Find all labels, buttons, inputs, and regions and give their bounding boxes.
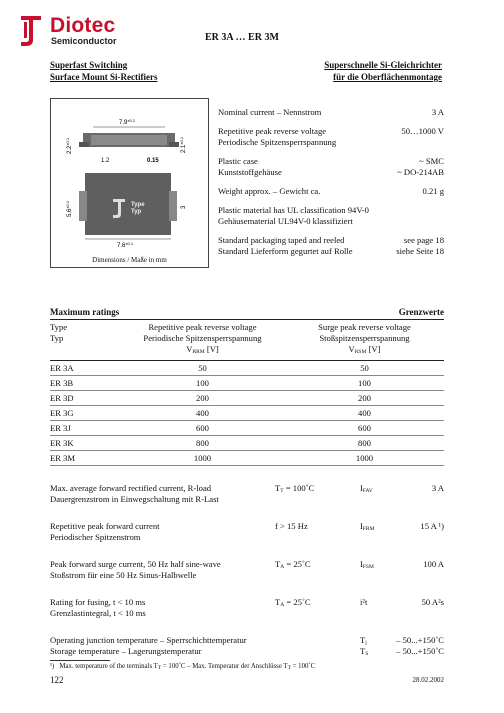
cell-vrsm: 50 [285, 361, 444, 376]
cell-vrrm: 400 [120, 406, 285, 421]
param-condition: TA = 25˚C [275, 559, 311, 570]
cell-vrrm: 50 [120, 361, 285, 376]
param-value: 15 A ¹) [420, 521, 444, 531]
col-vrsm-symbol: VRSM [V] [348, 344, 381, 355]
dim-bottom-length: $7.6^{\pm 0.1}$ [117, 241, 134, 249]
param-label-de: Storage temperature – Lagerungstemperatur [50, 646, 202, 656]
param-average-current [50, 483, 444, 521]
dim-body-height: $5.6^{\pm 0.1}$ [65, 200, 73, 217]
subtitle-english [50, 59, 157, 83]
dim-lead-width: 1.2 [101, 158, 110, 164]
table-row [50, 391, 444, 406]
col-vrrm-de: Periodische Spitzensperrspannung [143, 333, 262, 343]
param-symbol: Tj [360, 635, 367, 646]
spec-label-de: Standard Lieferform gegurtet auf Rolle [218, 246, 353, 256]
spec-label-de: Kunststoffgehäuse [218, 167, 282, 177]
col-vrrm-symbol: VRRM [V] [186, 344, 219, 355]
param-value: 3 A [431, 483, 444, 493]
cell-type: ER 3J [50, 421, 120, 436]
ratings-title: Maximum ratings [50, 307, 120, 317]
cell-vrsm: 800 [285, 436, 444, 451]
lead-right [169, 142, 179, 147]
brand-name: Diotec [50, 14, 116, 37]
dim-pad-height: 3 [181, 205, 187, 209]
cell-type: ER 3B [50, 376, 120, 391]
col-vrrm-header [120, 322, 285, 361]
package-outline-diagram [51, 99, 208, 249]
cell-type: ER 3A [50, 361, 120, 376]
param-symbol-2: TS [360, 646, 369, 657]
ratings-title-de: Grenzwerte [398, 307, 444, 317]
cell-vrsm: 200 [285, 391, 444, 406]
col-vrsm-header [285, 322, 444, 361]
param-label-de: Grenzlastintegral, t < 10 ms [50, 608, 146, 618]
dim-right-height: $2.1^{\pm 0.1}$ [179, 136, 187, 153]
spec-value: 50…1000 V [401, 126, 444, 136]
subtitle-german [324, 59, 442, 83]
table-row [50, 361, 444, 376]
footnote-rule [50, 660, 110, 661]
col-type-header [50, 322, 120, 361]
package-side-highlight [91, 135, 167, 145]
param-value: 50 A²s [421, 597, 444, 607]
subtitle-en-line1: Superfast Switching [50, 60, 128, 70]
cell-vrrm: 100 [120, 376, 285, 391]
spec-label: Plastic material has UL classification 94V-0 [218, 205, 369, 215]
param-label-de: Dauergrenzstrom in Einwegschaltung mit R-Last [50, 494, 219, 504]
cell-type: ER 3G [50, 406, 120, 421]
table-row [50, 376, 444, 391]
spec-value: ~ SMC [419, 156, 444, 166]
pad-right [169, 191, 177, 221]
key-specs [218, 107, 444, 265]
cell-vrrm: 200 [120, 391, 285, 406]
param-fusing-rating [50, 597, 444, 635]
col-vrrm-en: Repetitive peak reverse voltage [148, 322, 257, 332]
spec-label: Weight approx. – Gewicht ca. [218, 186, 321, 196]
cell-vrsm: 100 [285, 376, 444, 391]
param-value: 100 A [423, 559, 444, 569]
document-title: ER 3A … ER 3M [205, 32, 279, 43]
param-condition: TA = 25˚C [275, 597, 311, 608]
param-label: Repetitive peak forward current [50, 521, 160, 531]
spec-packaging [218, 235, 444, 257]
col-vrsm-en: Surge peak reverse voltage [318, 322, 411, 332]
ratings-heading [50, 307, 444, 320]
package-top-body [85, 173, 171, 235]
spec-weight [218, 186, 444, 197]
spec-value: 3 A [431, 107, 444, 117]
param-value: – 50...+150˚C [396, 635, 444, 645]
param-symbol: IFAV [360, 483, 373, 494]
param-symbol: i²t [360, 597, 368, 607]
spec-value: see page 18 [403, 235, 444, 245]
subtitle-de-line1: Superschnelle Si-Gleichrichter [324, 60, 442, 70]
subtitle-de-line2: für die Oberflächenmontage [333, 72, 442, 82]
param-condition: TT = 100˚C [275, 483, 315, 494]
pad-left [79, 191, 87, 221]
spec-label: Nominal current – Nennstrom [218, 107, 322, 117]
package-type-label: Type [131, 202, 145, 208]
cell-vrrm: 600 [120, 421, 285, 436]
spec-reverse-voltage [218, 126, 444, 148]
page-number: 122 [50, 675, 64, 685]
param-repetitive-current [50, 521, 444, 559]
spec-label: Repetitive peak reverse voltage [218, 126, 327, 136]
cell-vrsm: 1000 [285, 451, 444, 466]
col-type-en: Type [50, 322, 68, 332]
dim-top-length: $7.9^{\pm 0.2}$ [119, 118, 136, 126]
spec-label: Standard packaging taped and reeled [218, 235, 345, 245]
dim-left-height: $2.2^{\pm 0.1}$ [65, 137, 73, 154]
cell-type: ER 3K [50, 436, 120, 451]
spec-value-2: ~ DO-214AB [397, 167, 444, 177]
brand-subtitle: Semiconductor [51, 36, 117, 46]
footnote-mark: ¹) [50, 663, 55, 670]
param-symbol: IFRM [360, 521, 375, 532]
electrical-parameters [50, 483, 444, 675]
param-label-de: Stoßstrom für eine 50 Hz Sinus-Halbwelle [50, 570, 197, 580]
param-surge-current [50, 559, 444, 597]
footnote: ¹) Max. temperature of the terminals TT = 100˚C – Max. Temperatur der Anschlüsse TT = 100˚C [50, 663, 316, 671]
spec-label-de: Periodische Spitzensperrspannung [218, 137, 337, 147]
ratings-header-row [50, 322, 444, 361]
cell-vrrm: 1000 [120, 451, 285, 466]
col-type-de: Typ [50, 333, 64, 343]
spec-value: 0.21 g [422, 186, 444, 196]
table-row [50, 406, 444, 421]
param-symbol: IFSM [360, 559, 374, 570]
param-label: Operating junction temperature – Sperrschichttemperatur [50, 635, 247, 645]
ratings-table [50, 322, 444, 466]
cell-vrsm: 400 [285, 406, 444, 421]
table-row [50, 451, 444, 466]
package-drawing [50, 98, 209, 268]
diotec-logo-icon [18, 14, 44, 48]
param-label: Rating for fusing, t < 10 ms [50, 597, 146, 607]
param-condition: f > 15 Hz [275, 521, 308, 531]
figure-caption: Dimensions / Maße in mm [92, 256, 167, 264]
cell-vrrm: 800 [120, 436, 285, 451]
cell-type: ER 3M [50, 451, 120, 466]
cell-type: ER 3D [50, 391, 120, 406]
subtitle-en-line2: Surface Mount Si-Rectifiers [50, 72, 158, 82]
spec-nominal-current [218, 107, 444, 118]
table-row [50, 436, 444, 451]
table-row [50, 421, 444, 436]
param-label-de: Periodischer Spitzenstrom [50, 532, 141, 542]
param-label: Max. average forward rectified current, R-load [50, 483, 212, 493]
spec-label: Plastic case [218, 156, 258, 166]
dim-lead-thickness: 0.15 [147, 158, 159, 164]
package-typ-label: Typ [131, 209, 142, 215]
lead-left [79, 142, 89, 147]
diotec-logo [18, 14, 158, 48]
spec-label-de: Gehäusematerial UL94V-0 klassifiziert [218, 216, 353, 226]
revision-date: 28.02.2002 [412, 676, 444, 684]
spec-case [218, 156, 444, 178]
param-value-2: – 50...+150˚C [396, 646, 444, 656]
spec-ul-class [218, 205, 444, 227]
spec-value-2: siehe Seite 18 [396, 246, 444, 256]
cell-vrsm: 600 [285, 421, 444, 436]
param-label: Peak forward surge current, 50 Hz half sine-wave [50, 559, 221, 569]
col-vrsm-de: Stoßspitzensperrspannung [319, 333, 410, 343]
